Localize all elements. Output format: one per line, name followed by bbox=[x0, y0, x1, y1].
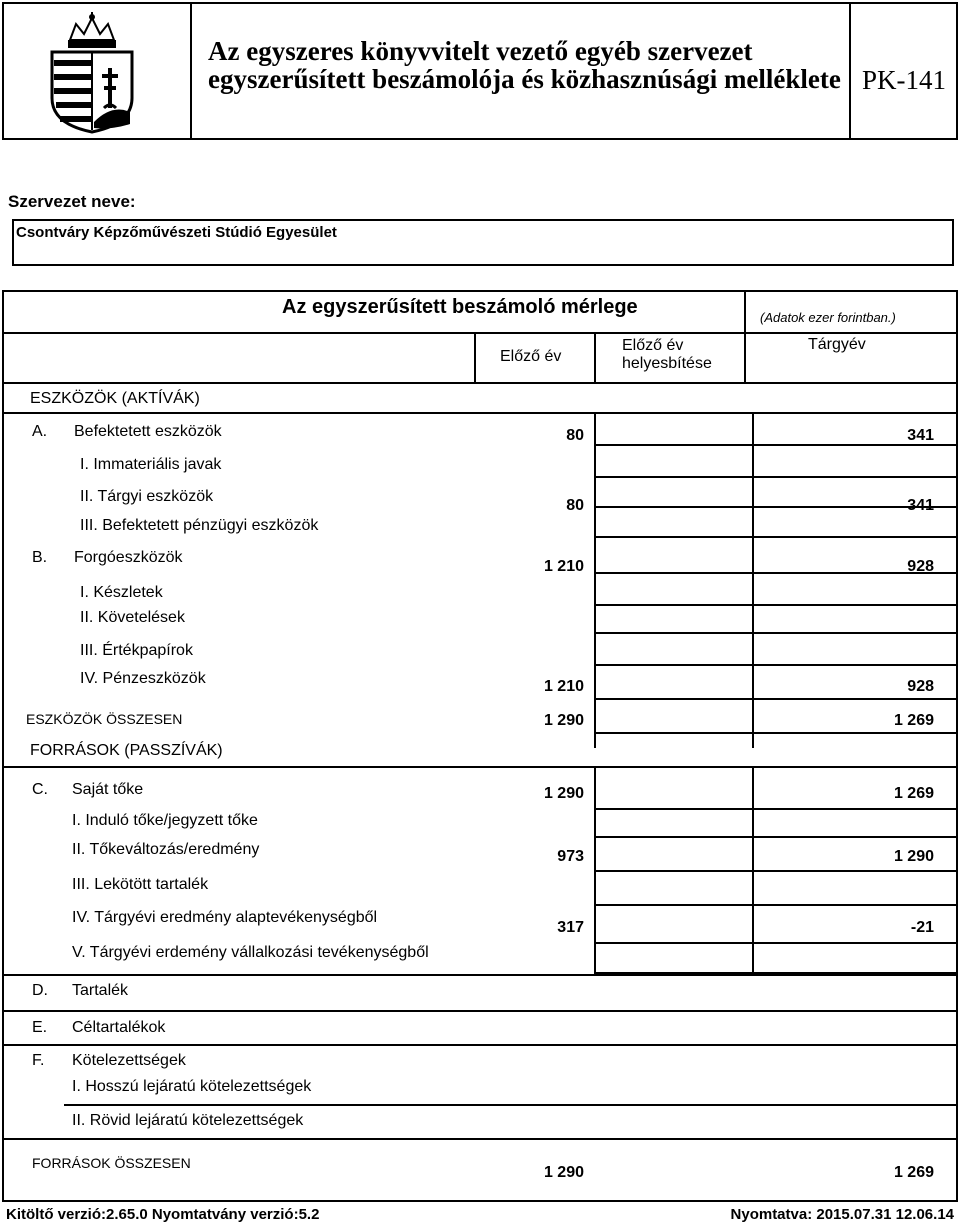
organization-name-field[interactable] bbox=[12, 219, 954, 266]
liabilities-header: FORRÁSOK (PASSZÍVÁK) bbox=[30, 742, 223, 759]
prev-year-value: 1 210 bbox=[543, 678, 584, 695]
row-label: II. Követelések bbox=[80, 609, 185, 626]
row-label: III. Lekötött tartalék bbox=[72, 876, 209, 893]
assets-total-label: ESZKÖZÖK ÖSSZESEN bbox=[26, 711, 183, 727]
row-label: Kötelezettségek bbox=[72, 1052, 186, 1069]
column-current-year: Tárgyév bbox=[808, 336, 866, 353]
row-label: I. Immateriális javak bbox=[80, 456, 222, 473]
prev-year-value: 317 bbox=[557, 919, 584, 936]
prev-year-value: 80 bbox=[566, 427, 584, 444]
row-label: Befektetett eszközök bbox=[74, 423, 222, 440]
row-label: Forgóeszközök bbox=[74, 549, 183, 566]
unit-note: (Adatok ezer forintban.) bbox=[760, 310, 896, 325]
current-year-value: 928 bbox=[907, 678, 934, 695]
row-label: III. Értékpapírok bbox=[80, 642, 193, 659]
prev-year-value: 1 210 bbox=[543, 558, 584, 575]
row-label: II. Tárgyi eszközök bbox=[80, 488, 214, 505]
row-label: IV. Pénzeszközök bbox=[80, 670, 206, 687]
prev-year-value: 1 290 bbox=[543, 712, 584, 729]
organization-label: Szervezet neve: bbox=[8, 192, 136, 211]
assets-header: ESZKÖZÖK (AKTÍVÁK) bbox=[30, 390, 200, 407]
current-year-value: 1 269 bbox=[893, 1164, 934, 1181]
footer-version: Kitöltő verzió:2.65.0 Nyomtatvány verzió:5.2 bbox=[6, 1206, 320, 1223]
row-label: Céltartalékok bbox=[72, 1019, 166, 1036]
row-label: II. Rövid lejáratú kötelezettségek bbox=[72, 1112, 304, 1129]
row-code: B. bbox=[32, 549, 48, 566]
row-label: IV. Tárgyévi eredmény alaptevékenységből bbox=[72, 909, 378, 926]
row-label: I. Hosszú lejáratú kötelezettségek bbox=[72, 1078, 312, 1095]
footer-printed-date: Nyomtatva: 2015.07.31 12.06.14 bbox=[730, 1206, 954, 1223]
current-year-value: 1 290 bbox=[893, 848, 934, 865]
current-year-value: -21 bbox=[910, 919, 934, 936]
current-year-value: 1 269 bbox=[893, 712, 934, 729]
form-title-line2: egyszerűsített beszámolója és közhasznúsági melléklete bbox=[208, 64, 841, 94]
row-label: V. Tárgyévi erdemény vállalkozási tevékenységből bbox=[72, 944, 429, 961]
prev-year-value: 80 bbox=[566, 497, 584, 514]
row-label: II. Tőkeváltozás/eredmény bbox=[72, 841, 260, 858]
column-prev-year-adjustment: Előző év helyesbítése bbox=[622, 337, 712, 372]
row-label: I. Készletek bbox=[80, 584, 163, 601]
row-label: Saját tőke bbox=[72, 781, 144, 798]
current-year-value: 928 bbox=[907, 558, 934, 575]
row-code: D. bbox=[32, 982, 48, 999]
liabilities-total-label: FORRÁSOK ÖSSZESEN bbox=[32, 1155, 191, 1171]
row-label: III. Befektetett pénzügyi eszközök bbox=[80, 517, 319, 534]
prev-year-value: 1 290 bbox=[543, 785, 584, 802]
row-code: F. bbox=[32, 1052, 45, 1069]
form-header bbox=[2, 2, 958, 140]
row-code: A. bbox=[32, 423, 48, 440]
form-title-line1: Az egyszeres könyvvitelt vezető egyéb szervezet bbox=[208, 36, 753, 66]
prev-year-value: 973 bbox=[557, 848, 584, 865]
organization-name: Csontváry Képzőművészeti Stúdió Egyesület bbox=[16, 224, 337, 241]
current-year-value: 341 bbox=[907, 497, 934, 514]
row-label: I. Induló tőke/jegyzett tőke bbox=[72, 812, 258, 829]
column-prev-year: Előző év bbox=[500, 348, 562, 365]
balance-sheet-table bbox=[2, 290, 958, 1202]
row-label: Tartalék bbox=[72, 982, 129, 999]
row-code: C. bbox=[32, 781, 48, 798]
hungarian-coat-of-arms-icon bbox=[32, 12, 152, 136]
form-code: PK-141 bbox=[862, 65, 947, 95]
prev-year-value: 1 290 bbox=[543, 1164, 584, 1181]
current-year-value: 341 bbox=[907, 427, 934, 444]
balance-title: Az egyszerűsített beszámoló mérlege bbox=[282, 296, 638, 318]
current-year-value: 1 269 bbox=[893, 785, 934, 802]
row-code: E. bbox=[32, 1019, 48, 1036]
